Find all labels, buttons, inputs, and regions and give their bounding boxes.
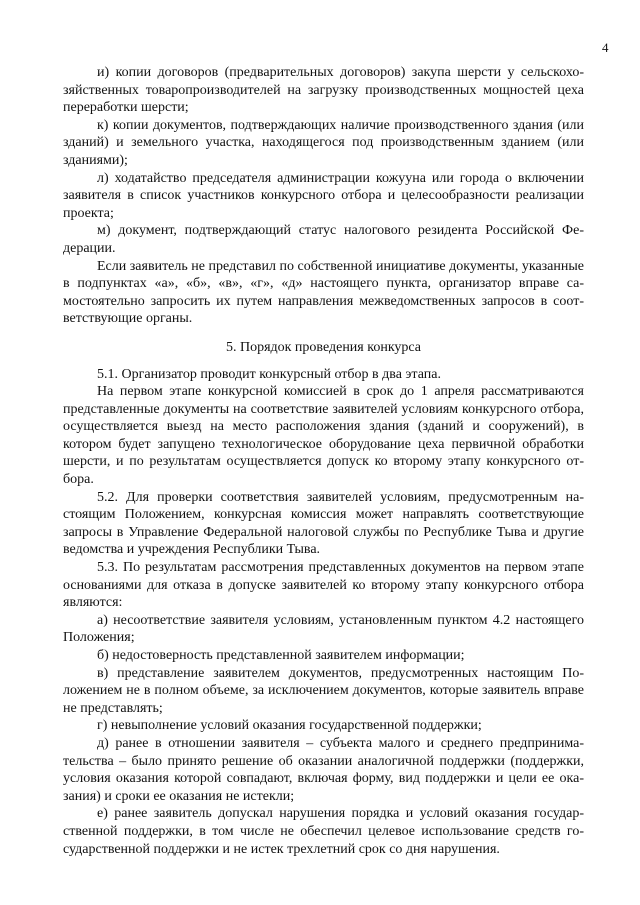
- paragraph-refusal-v: в) представление заявителем документов, предусмотренных настоящим Положением не в полном объеме, за исключением документов, которые заявитель вправе не представлять;: [63, 665, 584, 716]
- page-number: 4: [602, 40, 609, 55]
- paragraph-item-m: м) документ, подтверждающий статус налогового резидента Российской Федерации.: [63, 223, 584, 256]
- paragraph-5-2: 5.2. Для проверки соответствия заявителей условиям, предусмотренным настоящим Положением, конкурсная комиссия может направлять соответствующие запросы в Управление Федеральной налоговой службы по Республике Тыва и другие ведомства и учреждения Республики Тыва.: [63, 489, 584, 558]
- paragraph-refusal-b: б) недостоверность представленной заявителем информации;: [97, 648, 465, 663]
- paragraph-refusal-d: д) ранее в отношении заявителя – субъекта малого и среднего предпринимательства – было принято решение об оказании аналогичной поддержки (поддержки, условия оказания которой совпадают, включая форму, вид поддержки и цели ее оказания) и сроки ее оказания не истекли;: [63, 735, 584, 804]
- paragraph-5-3: 5.3. По результатам рассмотрения представленных документов на первом этапе основаниями для отказа в допуске заявителей ко второму этапу конкурсного отбора являются:: [63, 560, 584, 611]
- paragraph-item-k: к) копии документов, подтверждающих наличие производственного здания (или зданий) и земельного участка, находящегося под производственным зданием (или зданиями);: [63, 117, 584, 168]
- paragraph-refusal-e: е) ранее заявитель допускал нарушения порядка и условий оказания государственной поддержки, в том числе не обеспечил целевое использование средств государственной поддержки и не истек трехлетний срок со дня нарушения.: [63, 806, 584, 857]
- paragraph-interagency-requests: Если заявитель не представил по собственной инициативе документы, указанные в подпунктах «а», «б», «в», «г», «д» настоящего пункта, организатор вправе самостоятельно запросить их путем направления межведомственных запросов в соответствующие органы.: [63, 258, 584, 327]
- paragraph-item-l: л) ходатайство председателя администрации кожууна или города о включении заявителя в список участников конкурсного отбора и целесообразности реализации проекта;: [63, 170, 584, 221]
- paragraph-first-stage: На первом этапе конкурсной комиссией в срок до 1 апреля рассматриваются представленные документы на соответствие заявителей условиям конкурсного отбора, осуществляется выезд на место расположения здания (зданий и сооружений), в котором будет запущено технологическое оборудование цеха первичной обработки шерсти, и по результатам осуществляется допуск ко второму этапу конкурсного отбора.: [63, 384, 584, 488]
- document-body: [63, 64, 584, 858]
- paragraph-5-1: 5.1. Организатор проводит конкурсный отбор в два этапа.: [97, 366, 441, 382]
- paragraph-refusal-g: г) невыполнение условий оказания государственной поддержки;: [97, 718, 482, 734]
- paragraph-item-i: и) копии договоров (предварительных договоров) закупа шерсти у сельскохозяйственных товаропроизводителей на загрузку производственных мощностей цеха переработки шерсти;: [63, 65, 584, 116]
- section-heading: 5. Порядок проведения конкурса: [225, 339, 422, 355]
- paragraph-refusal-a: а) несоответствие заявителя условиям, установленным пунктом 4.2 настоящего Положения;: [63, 612, 584, 646]
